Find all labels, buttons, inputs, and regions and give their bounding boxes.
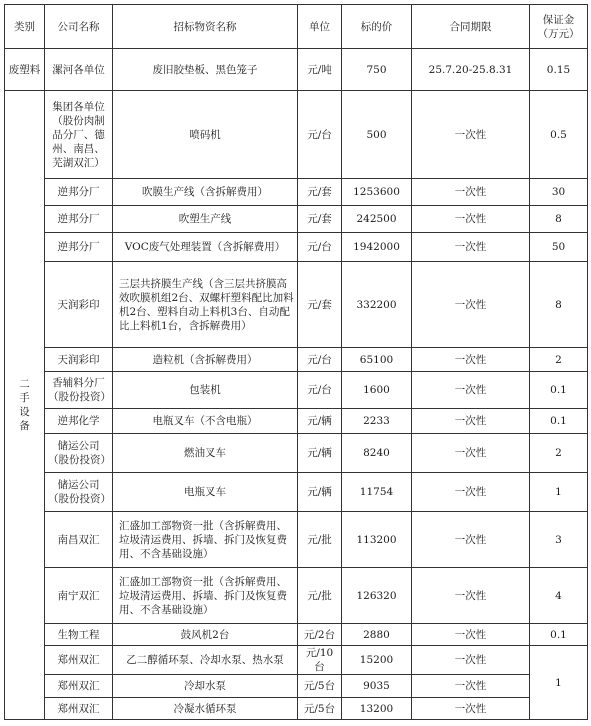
- period-cell: 一次性: [412, 512, 530, 568]
- deposit-cell: 0.1: [530, 409, 588, 434]
- header-price: 标的价: [342, 5, 412, 49]
- price-cell: 9035: [342, 675, 412, 698]
- price-cell: 1942000: [342, 233, 412, 262]
- deposit-cell: 1: [530, 473, 588, 512]
- price-cell: 332200: [342, 262, 412, 348]
- unit-cell: 元/辆: [298, 473, 342, 512]
- item-cell: 电瓶叉车（不含电瓶）: [113, 409, 298, 434]
- item-cell: 吹塑生产线: [113, 206, 298, 233]
- price-cell: 15200: [342, 646, 412, 675]
- table-row: [5, 372, 588, 409]
- period-cell: 一次性: [412, 206, 530, 233]
- deposit-cell: 2: [530, 434, 588, 473]
- price-cell: 11754: [342, 473, 412, 512]
- item-cell: 造粒机（含拆解费用）: [113, 348, 298, 372]
- table-row: [5, 49, 588, 91]
- header-category: 类别: [5, 5, 45, 49]
- table-row: [5, 473, 588, 512]
- unit-cell: 元/套: [298, 206, 342, 233]
- price-cell: 750: [342, 49, 412, 91]
- deposit-cell: 0.1: [530, 624, 588, 646]
- period-cell: 一次性: [412, 262, 530, 348]
- price-cell: 65100: [342, 348, 412, 372]
- unit-cell: 元/台: [298, 372, 342, 409]
- item-cell: 包装机: [113, 372, 298, 409]
- item-cell: 电瓶叉车: [113, 473, 298, 512]
- company-cell: 郑州双汇: [45, 675, 113, 698]
- period-cell: 一次性: [412, 624, 530, 646]
- category-cell: 废塑料: [5, 49, 45, 91]
- item-cell: 吹膜生产线（含拆解费用）: [113, 179, 298, 206]
- period-cell: 一次性: [412, 434, 530, 473]
- deposit-cell: 0.1: [530, 372, 588, 409]
- deposit-cell: 50: [530, 233, 588, 262]
- company-cell: 天润彩印: [45, 348, 113, 372]
- deposit-cell: 0.5: [530, 91, 588, 179]
- unit-cell: 元/辆: [298, 409, 342, 434]
- table-row: [5, 568, 588, 624]
- header-deposit: 保证金（万元）: [530, 5, 588, 49]
- item-cell: 三层共挤膜生产线（含三层共挤膜高效吹膜机组2台、双螺杆塑料配比加料机2台、塑料自动上料机3台、自动配比上料机1台，含拆解费用）: [113, 262, 298, 348]
- company-cell: 香辅料分厂（股份投资）: [45, 372, 113, 409]
- price-cell: 1600: [342, 372, 412, 409]
- unit-cell: 元/台: [298, 233, 342, 262]
- period-cell: 一次性: [412, 91, 530, 179]
- company-cell: 生物工程: [45, 624, 113, 646]
- table-row: [5, 646, 588, 675]
- period-cell: 一次性: [412, 646, 530, 675]
- deposit-cell: 8: [530, 262, 588, 348]
- header-company: 公司名称: [45, 5, 113, 49]
- deposit-cell: 4: [530, 568, 588, 624]
- unit-cell: 元/5台: [298, 675, 342, 698]
- price-cell: 113200: [342, 512, 412, 568]
- deposit-cell: 3: [530, 512, 588, 568]
- period-cell: 一次性: [412, 179, 530, 206]
- unit-cell: 元/5台: [298, 698, 342, 720]
- company-cell: 集团各单位（股份肉制品分厂、德州、南昌、芜湖双汇）: [45, 91, 113, 179]
- table-row: [5, 233, 588, 262]
- period-cell: 一次性: [412, 233, 530, 262]
- bid-items-table: [4, 4, 588, 720]
- table-row: [5, 624, 588, 646]
- period-cell: 一次性: [412, 698, 530, 720]
- header-row: [5, 5, 588, 49]
- company-cell: 南昌双汇: [45, 512, 113, 568]
- company-cell: 郑州双汇: [45, 646, 113, 675]
- item-cell: 喷码机: [113, 91, 298, 179]
- company-cell: 逆邦化学: [45, 409, 113, 434]
- deposit-cell: 30: [530, 179, 588, 206]
- price-cell: 242500: [342, 206, 412, 233]
- price-cell: 1253600: [342, 179, 412, 206]
- header-period: 合同期限: [412, 5, 530, 49]
- unit-cell: 元/台: [298, 348, 342, 372]
- company-cell: 储运公司（股份投资）: [45, 434, 113, 473]
- table-row: [5, 409, 588, 434]
- unit-cell: 元/吨: [298, 49, 342, 91]
- price-cell: 500: [342, 91, 412, 179]
- item-cell: 汇盛加工部物资一批（含拆解费用、垃圾清运费用、拆墙、拆门及恢复费用、不含基础设施）: [113, 568, 298, 624]
- deposit-cell: 1: [530, 646, 588, 720]
- item-cell: 冷凝水循环泵: [113, 698, 298, 720]
- item-cell: 汇盛加工部物资一批（含拆解费用、垃圾清运费用、拆墙、拆门及恢复费用、不含基础设施）: [113, 512, 298, 568]
- header-item: 招标物资名称: [113, 5, 298, 49]
- period-cell: 一次性: [412, 372, 530, 409]
- company-cell: 南宁双汇: [45, 568, 113, 624]
- table-row: [5, 206, 588, 233]
- table-row: [5, 262, 588, 348]
- company-cell: 郑州双汇: [45, 698, 113, 720]
- price-cell: 13200: [342, 698, 412, 720]
- company-cell: 逆邦分厂: [45, 179, 113, 206]
- item-cell: 鼓风机2台: [113, 624, 298, 646]
- company-cell: 漯河各单位: [45, 49, 113, 91]
- company-cell: 天润彩印: [45, 262, 113, 348]
- company-cell: 储运公司（股份投资）: [45, 473, 113, 512]
- company-cell: 逆邦分厂: [45, 206, 113, 233]
- category-cell: 二手设备: [5, 91, 45, 720]
- item-cell: 废旧胶垫板、黑色笼子: [113, 49, 298, 91]
- header-unit: 单位: [298, 5, 342, 49]
- period-cell: 一次性: [412, 675, 530, 698]
- table-row: [5, 675, 588, 698]
- price-cell: 8240: [342, 434, 412, 473]
- table-row: [5, 698, 588, 720]
- table-row: [5, 348, 588, 372]
- deposit-cell: 8: [530, 206, 588, 233]
- unit-cell: 元/10台: [298, 646, 342, 675]
- price-cell: 126320: [342, 568, 412, 624]
- table-row: [5, 434, 588, 473]
- unit-cell: 元/套: [298, 262, 342, 348]
- period-cell: 一次性: [412, 473, 530, 512]
- item-cell: 冷却水泵: [113, 675, 298, 698]
- item-cell: 乙二醇循环泵、冷却水泵、热水泵: [113, 646, 298, 675]
- unit-cell: 元/批: [298, 512, 342, 568]
- period-cell: 25.7.20-25.8.31: [412, 49, 530, 91]
- table-row: [5, 179, 588, 206]
- deposit-cell: 2: [530, 348, 588, 372]
- deposit-cell: 0.15: [530, 49, 588, 91]
- unit-cell: 元/辆: [298, 434, 342, 473]
- company-cell: 逆邦分厂: [45, 233, 113, 262]
- period-cell: 一次性: [412, 348, 530, 372]
- table-row: [5, 512, 588, 568]
- item-cell: 燃油叉车: [113, 434, 298, 473]
- unit-cell: 元/批: [298, 568, 342, 624]
- item-cell: VOC废气处理装置（含拆解费用）: [113, 233, 298, 262]
- price-cell: 2233: [342, 409, 412, 434]
- unit-cell: 元/2台: [298, 624, 342, 646]
- price-cell: 2880: [342, 624, 412, 646]
- table-row: [5, 91, 588, 179]
- unit-cell: 元/套: [298, 179, 342, 206]
- period-cell: 一次性: [412, 568, 530, 624]
- unit-cell: 元/台: [298, 91, 342, 179]
- period-cell: 一次性: [412, 409, 530, 434]
